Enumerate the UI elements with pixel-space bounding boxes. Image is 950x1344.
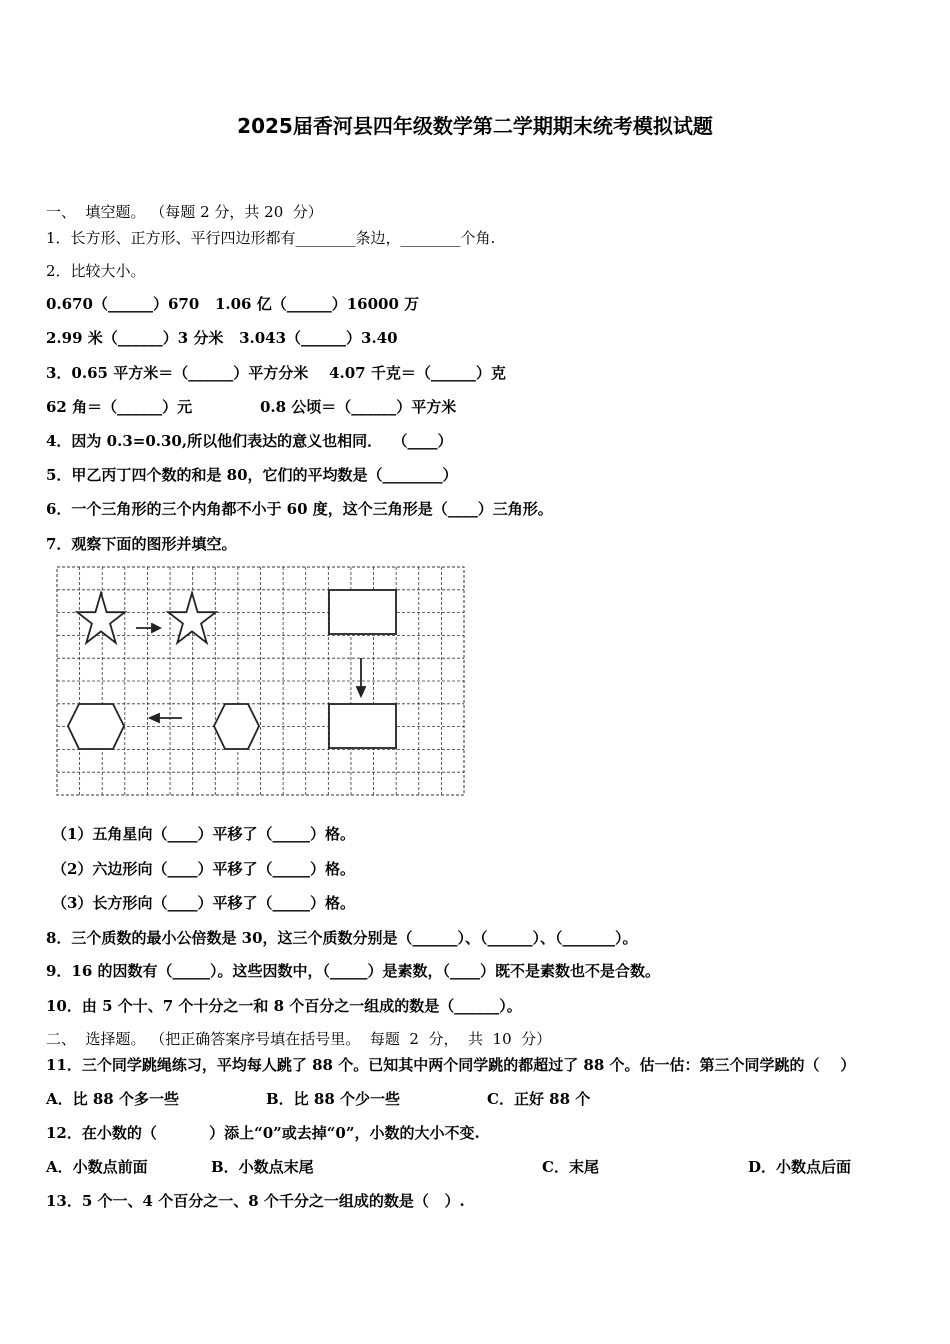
question-12-option-c: C．末尾 [542,1158,599,1176]
translation-grid-figure [56,566,466,798]
question-11-option-a: A．比 88 个多一些 [46,1090,179,1108]
question-3-line-2: 62 角＝（______）元 0.8 公顷＝（______）平方米 [46,398,457,416]
question-7-sub-3: （3）长方形向（____）平移了（_____）格。 [52,894,355,912]
section2-header: 二、 选择题。 （把正确答案序号填在括号里。 每题 2 分， 共 10 分） [46,1030,552,1048]
question-7-sub-1: （1）五角星向（____）平移了（_____）格。 [52,825,355,843]
question-8: 8．三个质数的最小公倍数是 30，这三个质数分别是（______）、（______）、（_______）。 [46,929,638,947]
question-5: 5．甲乙丙丁四个数的和是 80，它们的平均数是（________） [46,466,458,484]
question-11-option-b: B．比 88 个少一些 [266,1090,400,1108]
question-12-option-a: A．小数点前面 [46,1158,148,1176]
question-7-sub-2: （2）六边形向（____）平移了（_____）格。 [52,860,355,878]
question-11: 11．三个同学跳绳练习，平均每人跳了 88 个。已知其中两个同学跳的都超过了 88 个。估一估：第三个同学跳的（ ） [46,1056,856,1074]
hexagon-shape-left [68,704,124,749]
question-10: 10．由 5 个十、7 个十分之一和 8 个百分之一组成的数是（______）。 [46,997,522,1015]
question-11-option-c: C．正好 88 个 [487,1090,591,1108]
question-2: 2．比较大小。 [46,262,146,280]
arrow-left-icon [150,714,182,722]
hexagon-shape-right [214,704,259,749]
question-2-line-1: 0.670（______）670 1.06 亿（______）16000 万 [46,295,420,313]
question-9: 9．16 的因数有（_____）。这些因数中，（_____）是素数，（____）既不是素数也不是合数。 [46,962,661,980]
question-1: 1．长方形、正方形、平行四边形都有________条边，________个角. [46,229,496,247]
rectangle-shape-bottom [329,704,396,748]
question-4: 4．因为 0.3=0.30,所以他们表达的意义也相同． （____） [46,432,453,450]
question-6: 6．一个三角形的三个内角都不小于 60 度，这个三角形是（____）三角形。 [46,500,553,518]
page-title: 2025届香河县四年级数学第二学期期末统考模拟试题 [237,114,713,138]
question-13: 13．5 个一、4 个百分之一、8 个千分之一组成的数是（ ）. [46,1192,465,1210]
grid-lines [57,567,464,795]
question-12-option-d: D．小数点后面 [748,1158,852,1176]
question-12-option-b: B．小数点末尾 [211,1158,314,1176]
arrow-right-icon [136,624,160,632]
arrow-down-icon [357,658,365,696]
section1-header: 一、 填空题。 （每题 2 分，共 20 分） [46,203,323,221]
question-2-line-2: 2.99 米（______）3 分米 3.043（______）3.40 [46,329,398,347]
question-12: 12．在小数的（ ）添上“0”或去掉“0”，小数的大小不变. [46,1124,480,1142]
question-7: 7．观察下面的图形并填空。 [46,535,237,553]
rectangle-shape-top [329,590,396,634]
question-3-line-1: 3．0.65 平方米＝（______）平方分米 4.07 千克＝（______）克 [46,364,506,382]
